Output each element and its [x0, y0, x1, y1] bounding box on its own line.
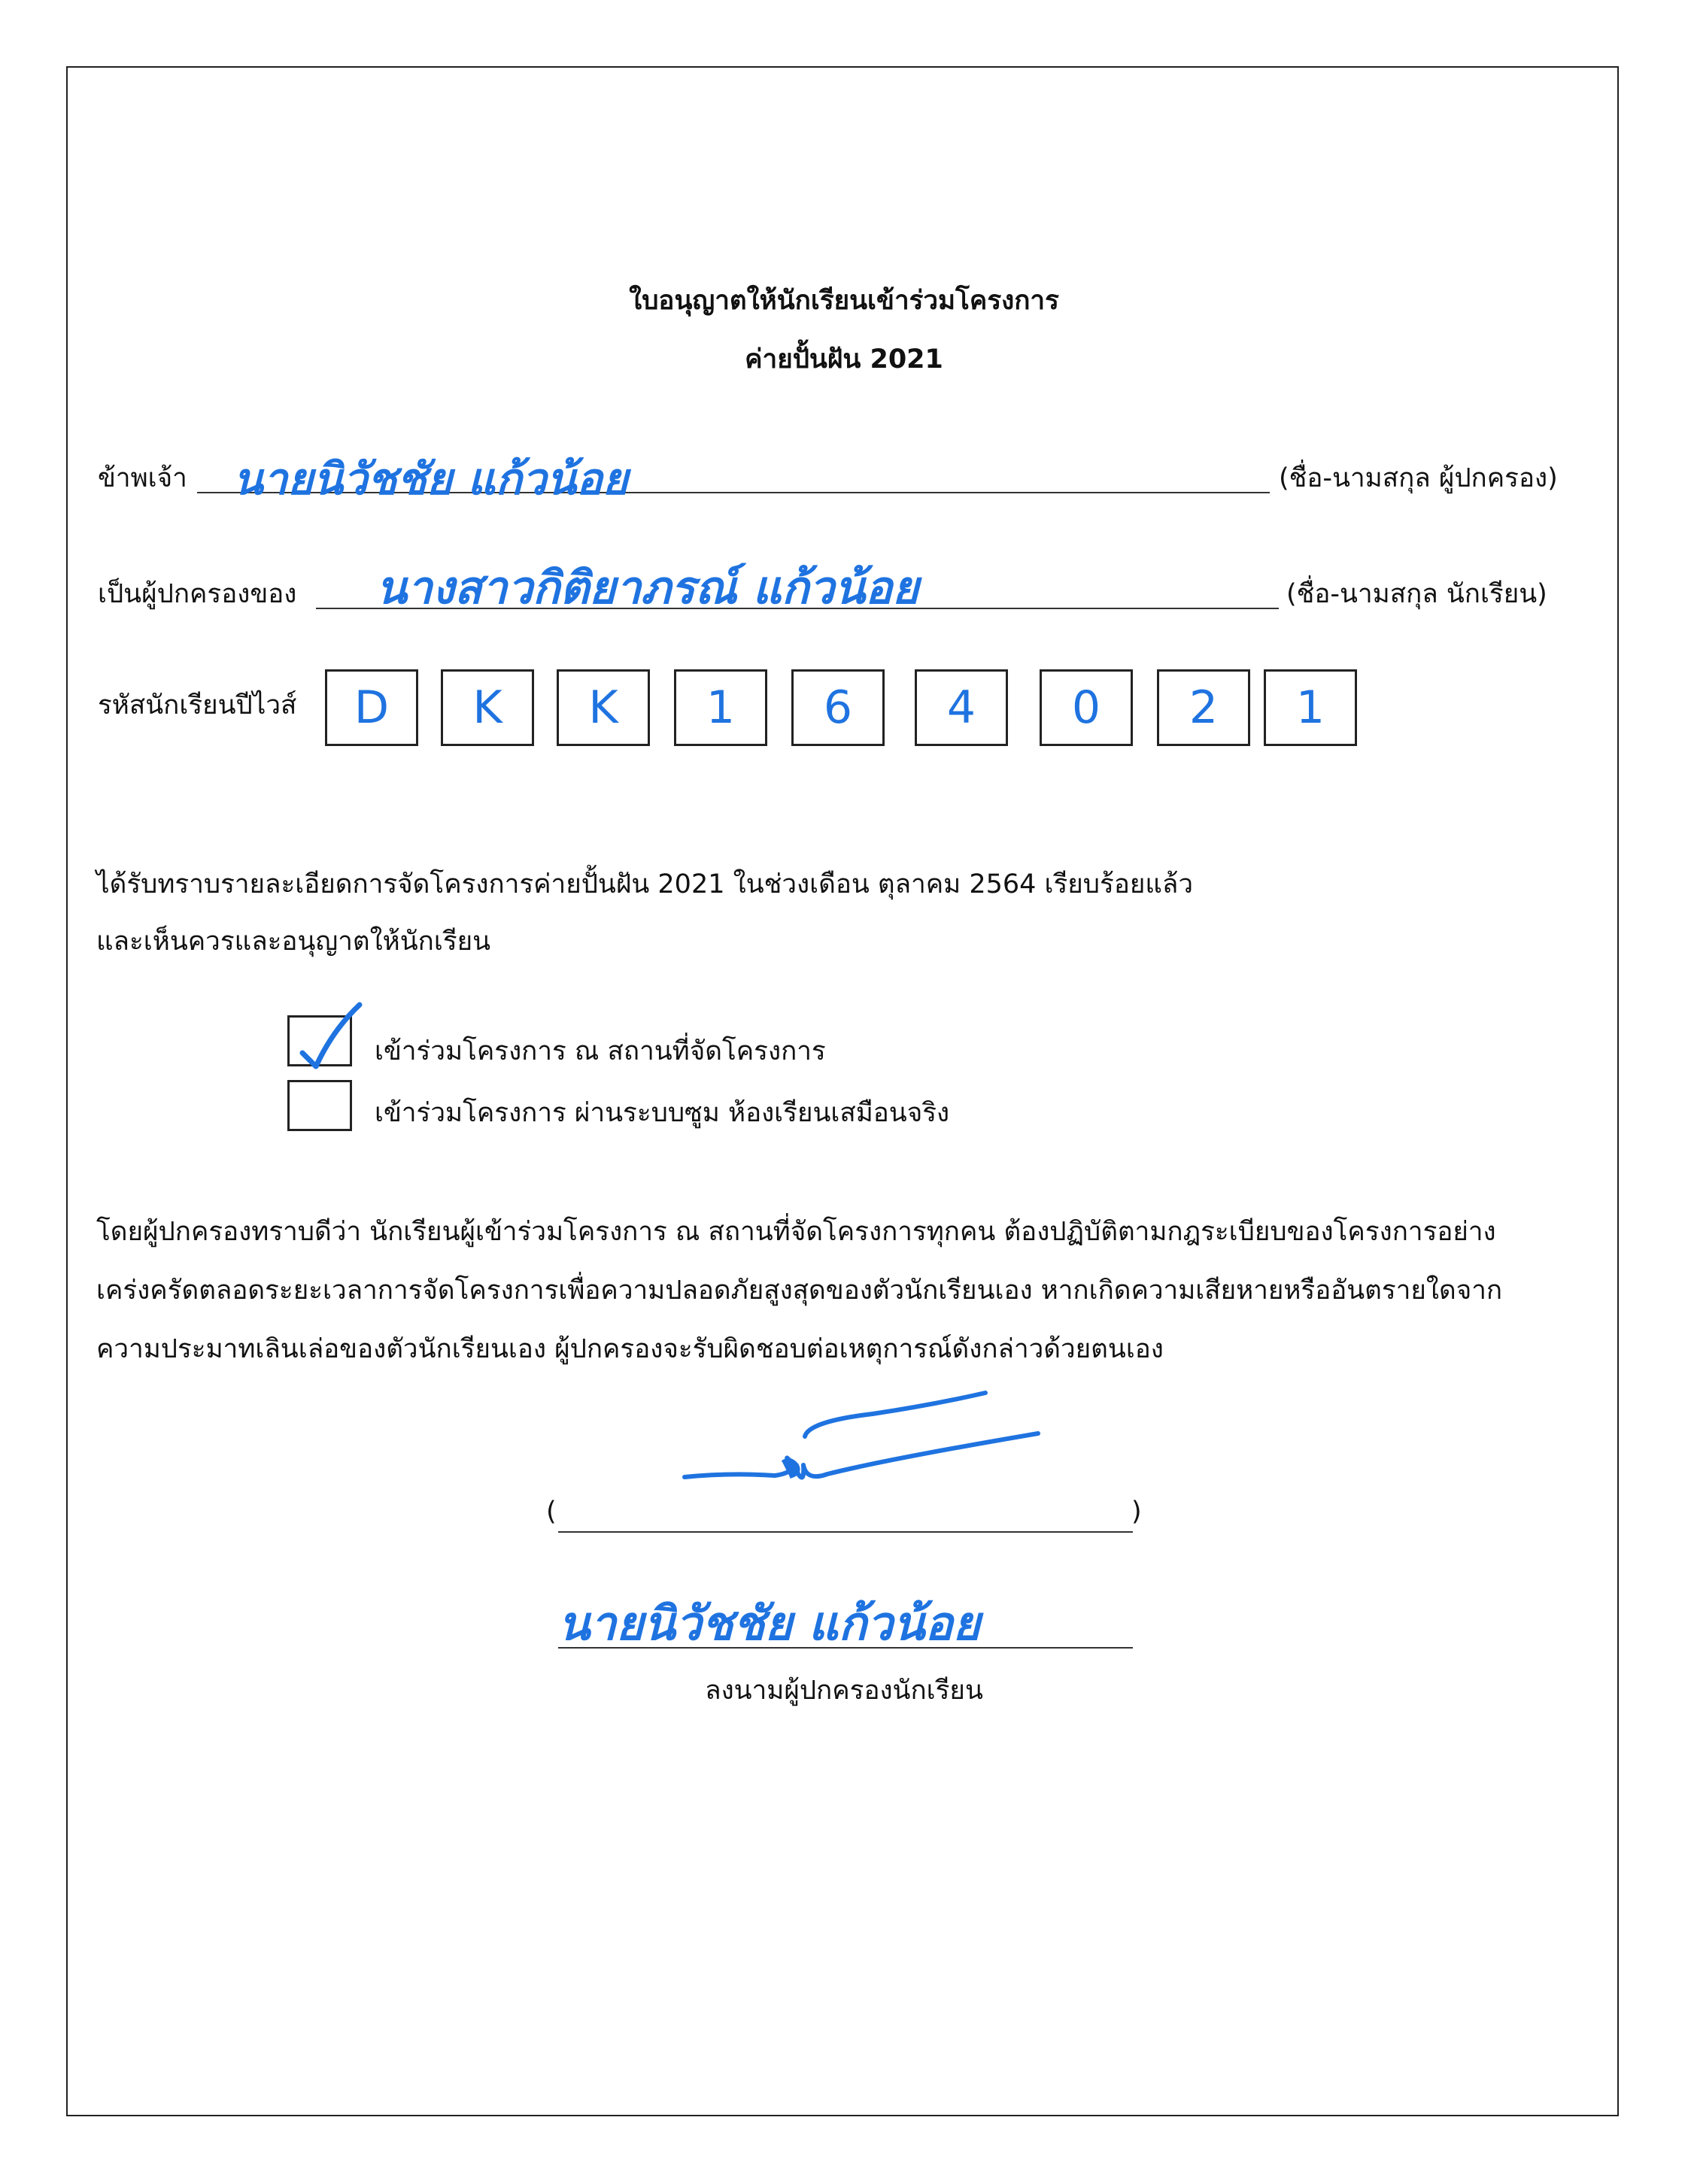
code-label: รหัสนักเรียนปีไวส์ — [98, 690, 297, 720]
sign-open-paren: ( — [546, 1497, 557, 1527]
parent-label: ข้าพเจ้า — [98, 463, 187, 493]
code-char: K — [588, 681, 618, 734]
parent-suffix: (ชื่อ-นามสกุล ผู้ปกครอง) — [1279, 463, 1558, 493]
code-char: 0 — [1071, 681, 1101, 734]
option-zoom-label: เข้าร่วมโครงการ ผ่านระบบซูม ห้องเรียนเสมือนจริง — [375, 1098, 950, 1128]
student-suffix: (ชื่อ-นามสกุล นักเรียน) — [1286, 579, 1547, 609]
form-subtitle: ค่ายปั้นฝัน 2021 — [745, 344, 943, 375]
signer-caption: ลงนามผู้ปกครองนักเรียน — [705, 1676, 983, 1706]
terms-line-2: เคร่งครัดตลอดระยะเวลาการจัดโครงการเพื่อความปลอดภัยสูงสุดของตัวนักเรียนเอง หากเกิดความเสียหายหรืออันตรายใดจาก — [96, 1276, 1503, 1306]
code-char: 6 — [823, 681, 853, 734]
terms-line-1: โดยผู้ปกครองทราบดีว่า นักเรียนผู้เข้าร่วมโครงการ ณ สถานที่จัดโครงการทุกคน ต้องปฏิบัติตามกฎระเบียบของโครงการอย่าง — [96, 1217, 1496, 1247]
code-box[interactable] — [325, 669, 418, 746]
code-char: 4 — [946, 681, 976, 734]
code-box[interactable] — [441, 669, 534, 746]
code-box[interactable] — [557, 669, 650, 746]
signature-scribble — [677, 1384, 1053, 1504]
signature-line — [558, 1531, 1133, 1533]
code-box[interactable] — [1264, 669, 1357, 746]
code-box[interactable] — [791, 669, 885, 746]
ack-line-1: ได้รับทราบรายละเอียดการจัดโครงการค่ายปั้นฝัน 2021 ในช่วงเดือน ตุลาคม 2564 เรียบร้อยแล้ว — [96, 869, 1194, 899]
student-label: เป็นผู้ปกครองของ — [98, 579, 297, 609]
code-char: 1 — [706, 681, 736, 734]
code-box[interactable] — [915, 669, 1008, 746]
code-char: 1 — [1295, 681, 1325, 734]
code-char: 2 — [1189, 681, 1219, 734]
sign-close-paren: ) — [1131, 1497, 1142, 1527]
checkmark-icon — [286, 1000, 369, 1075]
option-onsite-label: เข้าร่วมโครงการ ณ สถานที่จัดโครงการ — [375, 1036, 826, 1066]
code-box[interactable] — [674, 669, 767, 746]
signer-name-handwritten[interactable]: นายนิวัชชัย แก้วน้อย — [558, 1596, 981, 1651]
form-title: ใบอนุญาตให้นักเรียนเข้าร่วมโครงการ — [629, 286, 1059, 316]
signer-name-line — [558, 1647, 1133, 1649]
code-char: D — [354, 681, 390, 734]
code-box[interactable] — [1040, 669, 1133, 746]
parent-name-handwritten[interactable]: นายนิวัชชัย แก้วน้อย — [233, 453, 628, 505]
ack-line-2: และเห็นควรและอนุญาตให้นักเรียน — [96, 927, 491, 957]
student-name-handwritten[interactable]: นางสาวกิติยาภรณ์ แก้วน้อย — [376, 562, 919, 614]
terms-line-3: ความประมาทเลินเล่อของตัวนักเรียนเอง ผู้ปกครองจะรับผิดชอบต่อเหตุการณ์ดังกล่าวด้วยตนเอง — [96, 1334, 1164, 1364]
option-zoom-checkbox[interactable] — [287, 1080, 352, 1131]
code-box[interactable] — [1157, 669, 1250, 746]
code-char: K — [472, 681, 502, 734]
